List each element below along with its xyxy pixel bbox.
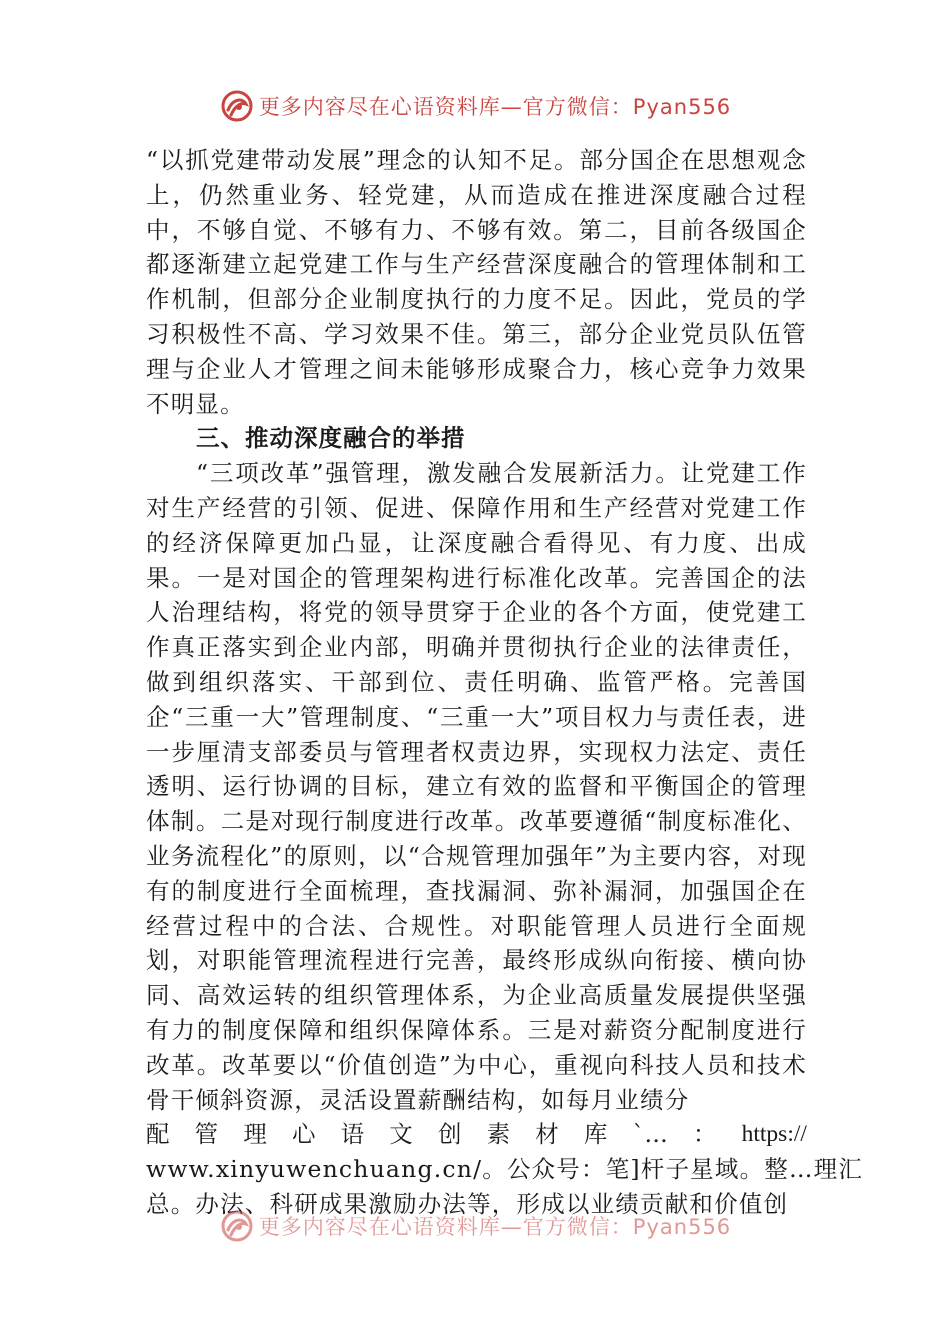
logo-swirl-icon — [219, 1208, 255, 1244]
url-line: www.xinyuwenchuang.cn/。公众号：笔]杆子星域。整…理汇 — [146, 1155, 864, 1184]
spread-char: ： — [692, 1120, 717, 1149]
last-line: 总。办法、科研成果激励办法等，形成以业绩贡献和价值创 — [146, 1189, 789, 1218]
document-body — [146, 143, 864, 1222]
watermark-header — [0, 88, 950, 124]
watermark-footer — [0, 1208, 950, 1244]
watermark-text: 更多内容尽在心语资料库—官方微信：Pyan556 — [258, 1215, 732, 1239]
spread-char: 素 — [486, 1120, 511, 1149]
spread-char: 管 — [194, 1120, 219, 1149]
spread-char: 文 — [389, 1120, 413, 1149]
spread-char: 创 — [437, 1120, 462, 1149]
spread-char: 配 — [146, 1120, 170, 1149]
spread-char: 材 — [535, 1120, 559, 1149]
spread-char: `… — [632, 1120, 668, 1149]
watermark-text: 更多内容尽在心语资料库—官方微信：Pyan556 — [258, 95, 732, 119]
paragraph-1: “以抓党建带动发展”理念的认知不足。部分国企在思想观念上，仍然重业务、轻党建，从而造成在推进深度融合过程中，不够自觉、不够有力、不够有效。第二，目前各级国企都逐渐建立起党建工作与生产经营深度融合的管理体制和工作机制，但部分企业制度执行的力度不足。因此，党员的学习积极性不高、学习效果不佳。第三，部分企业党员队伍管理与企业人才管理之间未能够形成聚合力，核心竞争力效果不明显。 — [146, 146, 807, 418]
logo-swirl-icon — [219, 88, 255, 124]
spread-char: 心 — [291, 1120, 316, 1149]
paragraph-2: “三项改革”强管理，激发融合发展新活力。让党建工作对生产经营的引领、促进、保障作用和生产经营对党建工作的经济保障更加凸显，让深度融合看得见、有力度、出成果。一是对国企的管理架构进行标准化改革。完善国企的法人治理结构，将党的领导贯穿于企业的各个方面，使党建工作真正落实到企业内部，明确并贯彻执行企业的法律责任，做到组织落实、干部到位、责任明确、监管严格。完善国企“三重一大”管理制度、“三重一大”项目权力与责任表，进一步厘清支部委员与管理者权责边界，实现权力法定、责任透明、运行协调的目标，建立有效的监督和平衡国企的管理体制。二是对现行制度进行改革。改革要遵循“制度标准化、业务流程化”的原则，以“合规管理加强年”为主要内容，对现有的制度进行全面梳理，查找漏洞、弥补漏洞，加强国企在经营过程中的合法、合规性。对职能管理人员进行全面规划，对职能管理流程进行完善，最终形成纵向衔接、横向协同、高效运转的组织管理体系，为企业高质量发展提供坚强有力的制度保障和组织保障体系。三是对薪资分配制度进行改革。改革要以“价值创造”为中心，重视向科技人员和技术骨干倾斜资源，灵活设置薪酬结构，如每月业绩分 — [146, 459, 807, 1114]
spread-char: 库 — [583, 1120, 608, 1149]
spread-line — [146, 1117, 807, 1152]
section-heading: 三、推动深度融合的举措 — [196, 424, 466, 453]
spread-char: 语 — [340, 1120, 365, 1149]
url-fragment[interactable]: https:// — [741, 1121, 807, 1148]
spread-char: 理 — [243, 1120, 267, 1149]
